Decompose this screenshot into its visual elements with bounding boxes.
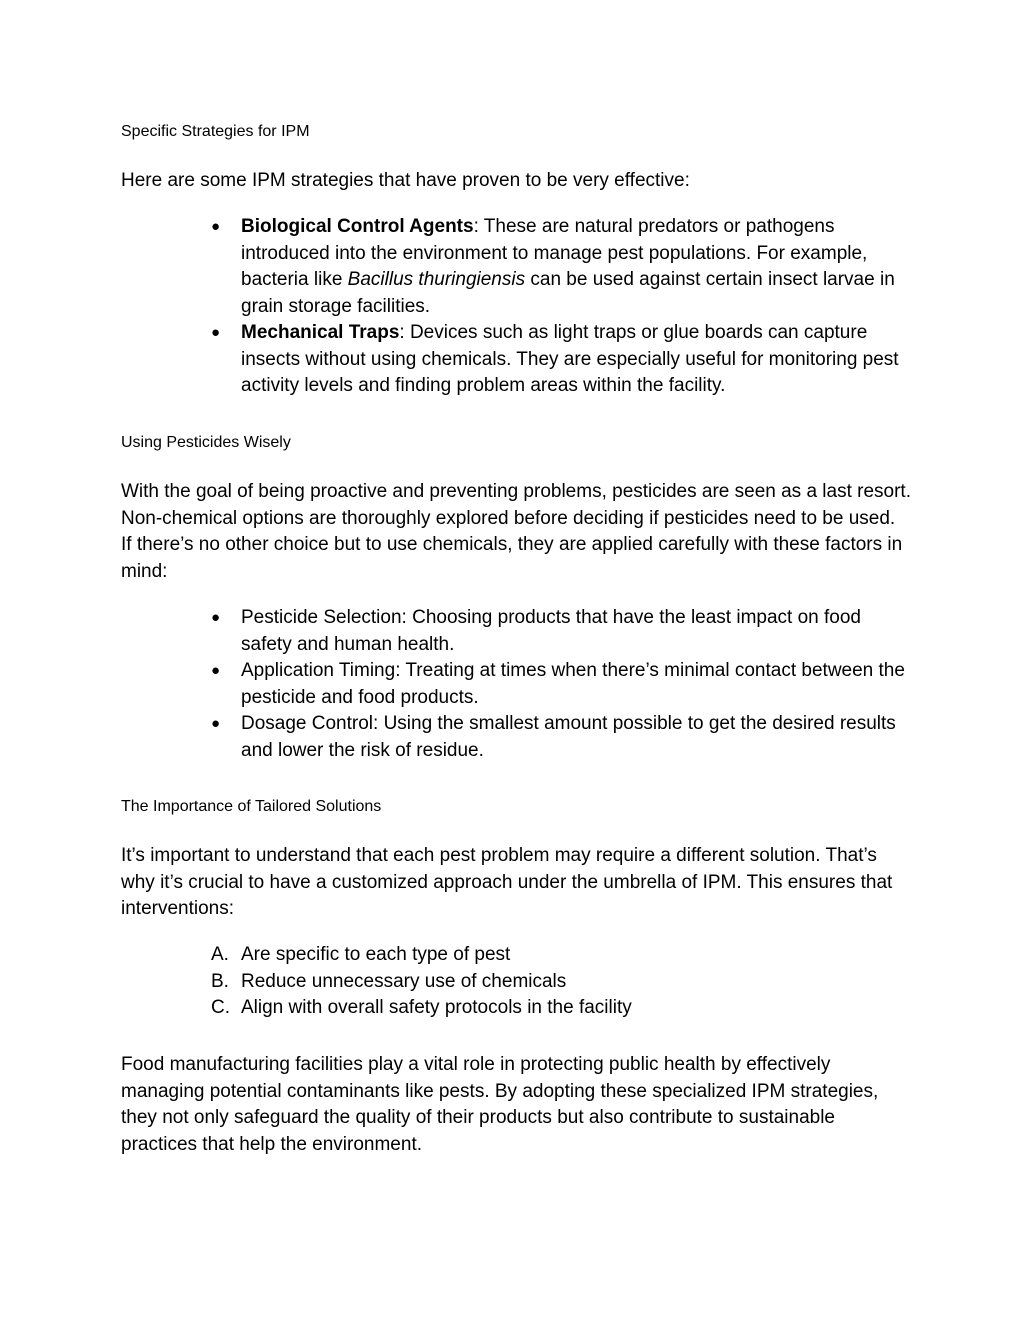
list-item — [211, 995, 911, 1022]
bullet-icon: ● — [211, 218, 221, 235]
item-title: Biological Control Agents — [241, 216, 474, 237]
list-marker: A. — [211, 944, 229, 965]
list-item — [211, 969, 911, 996]
bullet-icon: ● — [211, 715, 221, 732]
list-item — [211, 320, 911, 400]
list-item — [211, 605, 911, 658]
lettered-list — [211, 942, 911, 1022]
section-heading: Specific Strategies for IPM — [121, 123, 310, 140]
list-marker: B. — [211, 970, 229, 992]
item-italic-text: Bacillus thuringiensis — [347, 269, 526, 290]
item-text: : Devices such as light traps or glue boards can capture insects without using chemicals. They are especially useful for monitoring pest activity levels and finding problem areas within the facility. — [241, 322, 899, 396]
item-text: Pesticide Selection: Choosing products that have the least impact on food safety and human health. — [241, 607, 861, 655]
list-item — [211, 711, 911, 764]
bullet-icon: ● — [211, 324, 221, 341]
bullet-icon: ● — [211, 662, 221, 679]
section-heading: Using Pesticides Wisely — [121, 434, 291, 451]
intro-paragraph: With the goal of being proactive and preventing problems, pesticides are seen as a last resort. Non-chemical options are thoroughly explored before deciding if pesticides need to be used. If there’s no other choice but to use chemicals, they are applied carefully with these factors in mind: — [121, 481, 911, 582]
conclusion-paragraph: Food manufacturing facilities play a vital role in protecting public health by effectively managing potential contaminants like pests. By adopting these specialized IPM strategies, they not only safeguard the quality of their products but also contribute to sustainable practices that help the environment. — [121, 1054, 879, 1155]
intro-paragraph: Here are some IPM strategies that have proven to be very effective: — [121, 170, 690, 191]
item-text: can be used against certain insect larvae in grain storage facilities. — [241, 269, 895, 317]
item-text: Reduce unnecessary use of chemicals — [241, 970, 567, 992]
list-item — [211, 214, 911, 320]
list-marker: C. — [211, 997, 230, 1018]
item-text: Are specific to each type of pest — [241, 944, 511, 965]
section-heading: The Importance of Tailored Solutions — [121, 798, 382, 815]
item-text: Application Timing: Treating at times when there’s minimal contact between the pesticide and food products. — [241, 660, 905, 708]
list-item — [211, 942, 911, 969]
item-text: Dosage Control: Using the smallest amount possible to get the desired results and lower the risk of residue. — [241, 713, 896, 761]
bullet-list — [211, 214, 911, 400]
bullet-list — [211, 605, 911, 764]
item-text: Align with overall safety protocols in the facility — [241, 997, 632, 1018]
intro-paragraph: It’s important to understand that each pest problem may require a different solution. That’s why it’s crucial to have a customized approach under the umbrella of IPM. This ensures that interventions: — [121, 845, 893, 919]
item-text: : These are natural predators or pathogens introduced into the environment to manage pest populations. For example, bacteria like — [241, 216, 868, 290]
bullet-icon: ● — [211, 609, 221, 626]
list-item — [211, 658, 911, 711]
item-title: Mechanical Traps — [241, 322, 400, 343]
